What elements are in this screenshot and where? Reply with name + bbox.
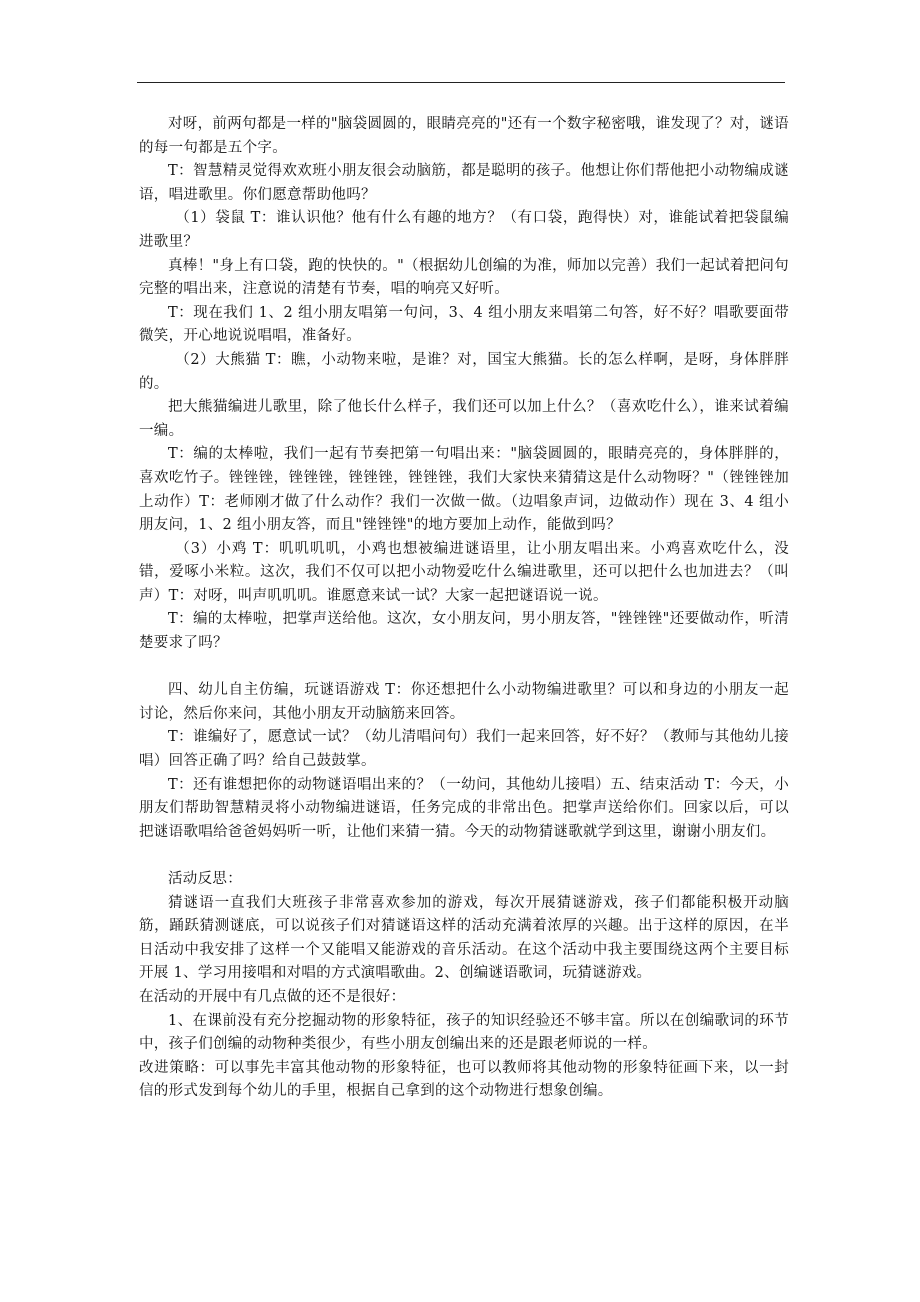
paragraph: （1）袋鼠 T：谁认识他？他有什么有趣的地方？（有口袋，跑得快）对，谁能试着把袋鼠编进歌里？ — [139, 210, 789, 250]
paragraph: （3）小鸡 T：叽叽叽叽，小鸡也想被编进谜语里，让小朋友唱出来。小鸡喜欢吃什么，没错，爱啄小米粒。这次，我们不仅可以把小动物爱吃什么编进歌里，还可以把什么也加进去？（叫声）T：对呀，叫声叽叽叽。谁愿意来试一试？大家一起把谜语说一说。 — [139, 540, 789, 604]
paragraph: 在活动的开展中有几点做的还不是很好： — [139, 988, 406, 1005]
paragraph: 猜谜语一直我们大班孩子非常喜欢参加的游戏，每次开展猜谜游戏，孩子们都能积极开动脑筋，踊跃猜测谜底，可以说孩子们对猜谜语这样的活动充满着浓厚的兴趣。出于这样的原因，在半日活动中我安排了这样一个又能唱又能游戏的音乐活动。在这个活动中我主要围绕这两个主要目标开展 1、学习用接唱和对唱的方式演唱歌曲。2、创编谜语歌词，玩猜谜游戏。 — [139, 894, 789, 982]
paragraph: T：编的太棒啦，把掌声送给他。这次，女小朋友问，男小朋友答，"锉锉锉"还要做动作，听清楚要求了吗？ — [139, 611, 789, 652]
paragraph: （2）大熊猫 T：瞧，小动物来啦，是谁？对，国宝大熊猫。长的怎么样啊，是呀，身体胖胖 的。 — [139, 351, 804, 392]
paragraph: 对呀，前两句都是一样的"脑袋圆圆的，眼睛亮亮的"还有一个数字秘密哦，谁发现了？对，谜语的每一句都是五个字。 — [139, 116, 789, 156]
reflection-heading: 活动反思： — [168, 871, 242, 887]
paragraph: 把大熊猫编进儿歌里，除了他长什么样子，我们还可以加上什么？（喜欢吃什么），谁来试着编一编。 — [139, 399, 789, 439]
document-body — [139, 113, 804, 1104]
paragraph: T：编的太棒啦，我们一起有节奏把第一句唱出来："脑袋圆圆的，眼睛亮亮的，身体胖胖的，喜欢吃竹子。锉锉锉，锉锉锉，锉锉锉，锉锉锉，我们大家快来猜猜这是什么动物呀？"（锉锉锉加上动作）T：老师刚才做了什么动作？我们一次做一做。（边唱象声词，边做动作）现在 3、4 组小朋友问，1、2 组小朋友答，而且"锉锉锉"的地方要加上动作，能做到吗？ — [139, 446, 789, 534]
paragraph: T：谁编好了，愿意试一试？（幼儿清唱问句）我们一起来回答，好不好？（教师与其他幼儿接唱）回答正确了吗？给自己鼓鼓掌。 — [139, 729, 789, 770]
paragraph: T：智慧精灵觉得欢欢班小朋友很会动脑筋，都是聪明的孩子。他想让你们帮他把小动物编成谜语，唱进歌里。你们愿意帮助他吗？ — [139, 163, 789, 203]
section-heading-paragraph: 四、幼儿自主仿编，玩谜语游戏 T：你还想把什么小动物编进歌里？可以和身边的小朋友一起讨论，然后你来问，其他小朋友开动脑筋来回答。 — [139, 682, 789, 722]
paragraph: T：现在我们 1、2 组小朋友唱第一句问，3、4 组小朋友来唱第二句答，好不好？唱歌要面带微笑，开心地说说唱唱，准备好。 — [139, 304, 789, 345]
paragraph: T：还有谁想把你的动物谜语唱出来的？（一幼问，其他幼儿接唱）五、结束活动 T：今天，小朋友们帮助智慧精灵将小动物编进谜语，任务完成的非常出色。把掌声送给你们。回家以后，可以把谜语歌唱给爸爸妈妈听一听，让他们来猜一猜。今天的动物猜谜歌就学到这里，谢谢小朋友们。 — [139, 776, 789, 840]
paragraph: 1、在课前没有充分挖掘动物的形象特征，孩子的知识经验还不够丰富。所以在创编歌词的环节中，孩子们创编的动物种类很少，有些小朋友创编出来的还是跟老师说的一样。 — [139, 1012, 789, 1053]
paragraph: 改进策略：可以事先丰富其他动物的形象特征，也可以教师将其他动物的形象特征画下来，以一封信的形式发到每个幼儿的手里，根据自己拿到的这个动物进行想象创编。 — [139, 1059, 789, 1100]
header-rule — [137, 82, 785, 83]
paragraph: 真棒！"身上有口袋，跑的快快的。"（根据幼儿创编的为准，师加以完善）我们一起试着把问句完整的唱出来，注意说的清楚有节奏，唱的响亮又好听。 — [139, 257, 789, 298]
